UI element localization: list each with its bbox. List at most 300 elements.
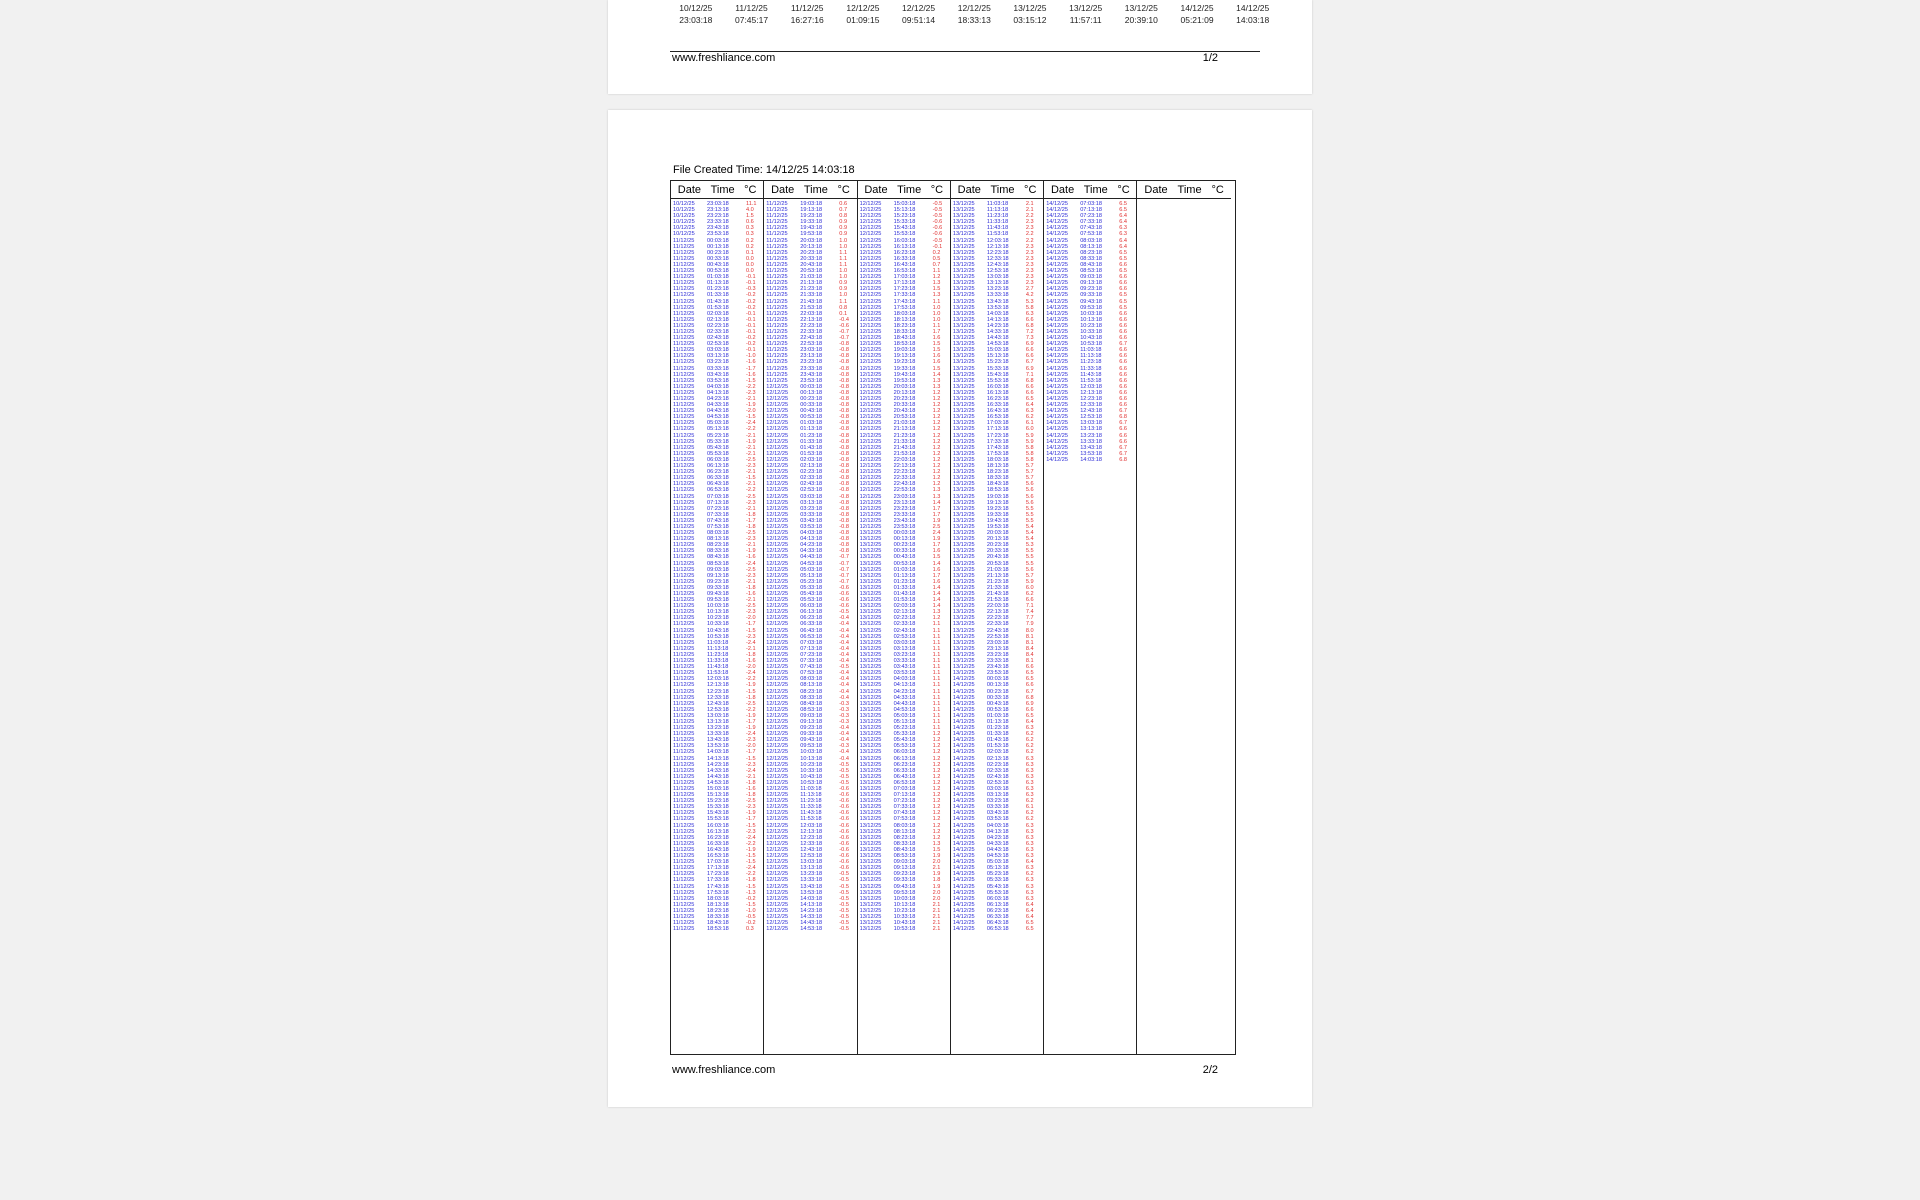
row-temp: -1.7 bbox=[746, 718, 756, 725]
row-temp: -2.3 bbox=[746, 499, 756, 506]
header-date: Date bbox=[864, 183, 888, 196]
row-temp: 1.2 bbox=[932, 420, 941, 427]
row-time: 23:03:18 bbox=[986, 639, 1009, 646]
row-time: 11:03:18 bbox=[800, 786, 822, 792]
row-temp: -0.3 bbox=[839, 743, 849, 750]
row-temp: 1.5 bbox=[932, 846, 941, 853]
row-temp: -0.6 bbox=[839, 322, 849, 329]
row-temp: -1.5 bbox=[746, 822, 756, 829]
row-temp: 1.6 bbox=[932, 335, 941, 342]
row-date: 12/12/25 bbox=[766, 846, 789, 853]
row-time: 06:13:18 bbox=[986, 901, 1009, 908]
row-time: 13:33:18 bbox=[1080, 438, 1102, 445]
row-date: 14/12/25 bbox=[952, 731, 975, 738]
row-time: 13:33:18 bbox=[986, 292, 1009, 299]
row-date: 11/12/25 bbox=[766, 347, 788, 354]
row-temp: 2.3 bbox=[1025, 243, 1034, 250]
row-time: 20:43:18 bbox=[800, 261, 823, 268]
row-temp: 6.4 bbox=[1025, 913, 1034, 920]
row-date: 13/12/25 bbox=[952, 231, 975, 238]
footer-url: www.freshliance.com bbox=[672, 1064, 776, 1076]
row-date: 12/12/25 bbox=[859, 493, 882, 500]
row-temp: -0.2 bbox=[746, 298, 756, 305]
row-temp: 5.3 bbox=[1025, 298, 1034, 305]
row-temp: 6.6 bbox=[1025, 383, 1034, 390]
row-temp: 2.3 bbox=[1025, 255, 1034, 262]
footer-url: www.freshliance.com bbox=[672, 52, 776, 64]
row-date: 13/12/25 bbox=[859, 749, 882, 756]
row-temp: 1.0 bbox=[839, 243, 848, 250]
row-date: 13/12/25 bbox=[859, 639, 882, 646]
row-date: 11/12/25 bbox=[766, 377, 788, 384]
row-date: 14/12/25 bbox=[1046, 450, 1068, 457]
row-temp: 6.2 bbox=[1025, 816, 1034, 823]
row-time: 23:43:18 bbox=[986, 664, 1009, 671]
row-date: 12/12/25 bbox=[859, 475, 882, 482]
row-time: 11:03:18 bbox=[986, 201, 1009, 207]
row-date: 13/12/25 bbox=[952, 542, 975, 549]
row-time: 17:33:18 bbox=[707, 877, 729, 884]
row-date: 14/12/25 bbox=[952, 810, 975, 817]
row-date: 12/12/25 bbox=[766, 822, 789, 829]
row-time: 06:53:18 bbox=[707, 487, 729, 494]
row-temp: -0.4 bbox=[839, 731, 849, 738]
row-temp: -2.3 bbox=[746, 389, 756, 396]
row-temp: 2.3 bbox=[1025, 280, 1034, 287]
row-time: 20:43:18 bbox=[893, 408, 916, 415]
row-time: 13:43:18 bbox=[707, 737, 729, 744]
row-temp: -0.6 bbox=[839, 798, 849, 805]
row-temp: 6.6 bbox=[1025, 353, 1034, 360]
row-time: 13:23:18 bbox=[800, 871, 823, 878]
row-temp: 6.3 bbox=[1025, 834, 1034, 841]
row-date: 13/12/25 bbox=[952, 408, 975, 415]
row-time: 08:43:18 bbox=[800, 700, 823, 707]
row-temp: 1.4 bbox=[932, 560, 941, 567]
row-date: 14/12/25 bbox=[1046, 396, 1068, 402]
row-time: 05:13:18 bbox=[893, 718, 916, 725]
row-date: 12/12/25 bbox=[859, 505, 882, 512]
row-temp: 1.1 bbox=[839, 255, 848, 262]
row-date: 13/12/25 bbox=[859, 883, 882, 890]
row-date: 11/12/25 bbox=[673, 255, 695, 262]
row-date: 11/12/25 bbox=[673, 755, 695, 762]
row-time: 07:33:18 bbox=[707, 511, 729, 518]
row-time: 14:43:18 bbox=[986, 335, 1009, 342]
row-time: 11:43:18 bbox=[800, 810, 822, 817]
row-time: 23:43:18 bbox=[800, 371, 823, 378]
row-date: 11/12/25 bbox=[673, 883, 695, 890]
row-time: 06:53:18 bbox=[893, 779, 916, 786]
row-date: 14/12/25 bbox=[1046, 304, 1068, 311]
row-time: 07:03:18 bbox=[707, 493, 729, 500]
row-date: 13/12/25 bbox=[859, 633, 882, 640]
row-time: 15:13:18 bbox=[893, 207, 916, 214]
row-date: 14/12/25 bbox=[1046, 261, 1068, 268]
row-temp: -2.1 bbox=[746, 444, 756, 451]
table-row bbox=[766, 926, 856, 932]
row-time: 09:43:18 bbox=[707, 591, 729, 597]
row-time: 03:13:18 bbox=[893, 645, 916, 652]
row-temp: 6.4 bbox=[1025, 901, 1034, 908]
row-date: 13/12/25 bbox=[859, 566, 882, 573]
row-temp: -0.8 bbox=[839, 450, 849, 457]
row-time: 14:23:18 bbox=[707, 761, 729, 768]
row-temp: -0.6 bbox=[839, 597, 849, 604]
row-temp: -0.1 bbox=[746, 328, 756, 335]
row-date: 11/12/25 bbox=[766, 341, 788, 348]
row-time: 09:23:18 bbox=[893, 871, 916, 878]
row-time: 12:03:18 bbox=[986, 237, 1009, 244]
page-number: 2/2 bbox=[1202, 1064, 1218, 1076]
row-time: 17:13:18 bbox=[707, 865, 729, 872]
row-date: 11/12/25 bbox=[673, 670, 695, 677]
row-temp: 6.4 bbox=[1119, 213, 1127, 220]
row-temp: 1.2 bbox=[932, 828, 941, 835]
row-date: 12/12/25 bbox=[766, 487, 789, 494]
row-date: 11/12/25 bbox=[673, 639, 695, 646]
row-temp: -0.7 bbox=[839, 554, 849, 561]
summary-time: 20:39:10 bbox=[1124, 15, 1158, 25]
row-time: 00:23:18 bbox=[986, 688, 1009, 695]
row-date: 14/12/25 bbox=[952, 877, 975, 884]
row-date: 12/12/25 bbox=[766, 548, 789, 555]
row-temp: 6.8 bbox=[1025, 377, 1034, 384]
row-temp: -1.8 bbox=[746, 511, 756, 518]
row-date: 14/12/25 bbox=[952, 846, 975, 853]
row-time: 02:33:18 bbox=[893, 621, 916, 628]
row-date: 14/12/25 bbox=[952, 737, 975, 744]
row-temp: 1.1 bbox=[839, 261, 848, 268]
row-temp: -2.4 bbox=[746, 560, 756, 567]
row-temp: -2.3 bbox=[746, 828, 756, 835]
row-temp: -1.9 bbox=[746, 810, 756, 817]
row-time: 04:23:18 bbox=[893, 688, 916, 695]
row-date: 13/12/25 bbox=[859, 548, 882, 555]
row-time: 23:13:18 bbox=[893, 499, 916, 506]
row-temp: 1.1 bbox=[932, 298, 941, 305]
row-date: 12/12/25 bbox=[859, 231, 882, 238]
row-temp: -2.3 bbox=[746, 609, 756, 616]
row-date: 14/12/25 bbox=[1046, 328, 1068, 335]
row-time: 10:13:18 bbox=[800, 755, 823, 762]
row-temp: 2.1 bbox=[932, 913, 941, 920]
row-date: 14/12/25 bbox=[952, 792, 975, 799]
row-temp: 6.8 bbox=[1119, 456, 1127, 463]
row-time: 02:33:18 bbox=[986, 767, 1009, 774]
row-temp: 1.7 bbox=[932, 328, 941, 335]
row-time: 06:53:18 bbox=[986, 926, 1009, 933]
row-date: 13/12/25 bbox=[952, 548, 975, 555]
row-date: 12/12/25 bbox=[766, 786, 789, 792]
row-temp: 1.2 bbox=[932, 274, 941, 281]
row-temp: 6.3 bbox=[1025, 792, 1034, 799]
row-date: 12/12/25 bbox=[766, 651, 789, 658]
row-date: 13/12/25 bbox=[952, 383, 975, 390]
row-time: 17:43:18 bbox=[707, 883, 729, 890]
row-temp: 1.7 bbox=[932, 511, 941, 518]
row-time: 12:33:18 bbox=[707, 694, 729, 701]
row-date: 14/12/25 bbox=[952, 798, 975, 805]
row-temp: -0.8 bbox=[839, 487, 849, 494]
row-temp: 6.6 bbox=[1025, 347, 1034, 354]
row-time: 02:23:18 bbox=[893, 615, 916, 622]
row-time: 11:13:18 bbox=[800, 792, 822, 799]
row-date: 11/12/25 bbox=[673, 304, 695, 311]
column-header bbox=[671, 181, 763, 199]
row-date: 11/12/25 bbox=[673, 566, 695, 573]
row-date: 13/12/25 bbox=[859, 706, 882, 713]
row-temp: -0.3 bbox=[839, 718, 849, 725]
row-time: 16:43:18 bbox=[893, 261, 916, 268]
row-temp: 5.4 bbox=[1025, 536, 1034, 543]
row-date: 14/12/25 bbox=[952, 901, 975, 908]
row-date: 12/12/25 bbox=[859, 316, 882, 323]
row-time: 23:43:18 bbox=[707, 225, 729, 232]
row-time: 20:23:18 bbox=[893, 396, 916, 402]
row-temp: -2.4 bbox=[746, 670, 756, 677]
row-date: 14/12/25 bbox=[1046, 219, 1068, 226]
row-time: 07:13:18 bbox=[800, 645, 823, 652]
row-temp: 8.1 bbox=[1025, 658, 1034, 665]
row-date: 13/12/25 bbox=[952, 597, 975, 604]
row-time: 22:03:18 bbox=[800, 310, 823, 317]
row-temp: -0.7 bbox=[839, 578, 849, 585]
row-temp: 6.3 bbox=[1025, 822, 1034, 829]
row-time: 23:23:18 bbox=[800, 359, 823, 366]
row-date: 11/12/25 bbox=[673, 846, 695, 853]
row-time: 22:03:18 bbox=[893, 456, 916, 463]
row-time: 08:53:18 bbox=[707, 560, 729, 567]
row-date: 13/12/25 bbox=[952, 578, 975, 585]
row-temp: 1.9 bbox=[932, 871, 941, 878]
row-time: 03:43:18 bbox=[707, 371, 729, 378]
row-temp: -1.6 bbox=[746, 359, 756, 366]
row-date: 13/12/25 bbox=[952, 243, 975, 250]
row-temp: 6.3 bbox=[1025, 310, 1034, 317]
row-temp: 1.1 bbox=[932, 658, 941, 665]
row-date: 12/12/25 bbox=[859, 201, 882, 207]
row-time: 22:53:18 bbox=[986, 633, 1009, 640]
row-temp: -0.8 bbox=[839, 542, 849, 549]
row-time: 13:53:18 bbox=[800, 889, 823, 896]
row-date: 14/12/25 bbox=[952, 688, 975, 695]
row-date: 11/12/25 bbox=[673, 633, 695, 640]
row-temp: 6.0 bbox=[1025, 584, 1034, 591]
row-temp: 4.2 bbox=[1025, 292, 1034, 299]
row-temp: -1.5 bbox=[746, 853, 756, 860]
row-temp: -0.8 bbox=[839, 383, 849, 390]
row-date: 13/12/25 bbox=[952, 261, 975, 268]
row-date: 11/12/25 bbox=[766, 280, 788, 287]
row-time: 23:53:18 bbox=[707, 231, 729, 238]
row-temp: 7.4 bbox=[1025, 609, 1034, 616]
row-date: 14/12/25 bbox=[1046, 292, 1068, 299]
row-date: 11/12/25 bbox=[673, 597, 695, 604]
row-time: 03:03:18 bbox=[986, 786, 1009, 792]
row-time: 19:13:18 bbox=[986, 499, 1009, 506]
row-time: 08:43:18 bbox=[707, 554, 729, 561]
row-time: 01:43:18 bbox=[893, 591, 916, 597]
row-temp: -0.8 bbox=[839, 341, 849, 348]
row-temp: 8.0 bbox=[1025, 627, 1034, 634]
row-time: 17:23:18 bbox=[986, 432, 1009, 439]
row-temp: -0.6 bbox=[839, 786, 849, 792]
row-date: 14/12/25 bbox=[952, 694, 975, 701]
row-time: 17:33:18 bbox=[986, 438, 1009, 445]
row-time: 14:23:18 bbox=[800, 907, 823, 914]
row-time: 01:53:18 bbox=[800, 450, 823, 457]
row-time: 03:43:18 bbox=[893, 664, 916, 671]
row-date: 13/12/25 bbox=[952, 639, 975, 646]
row-time: 12:03:18 bbox=[707, 676, 729, 683]
row-date: 11/12/25 bbox=[673, 444, 695, 451]
row-date: 14/12/25 bbox=[1046, 365, 1068, 372]
row-date: 14/12/25 bbox=[1046, 414, 1068, 421]
row-time: 16:53:18 bbox=[707, 853, 729, 860]
report-page-2 bbox=[608, 110, 1312, 1107]
row-date: 12/12/25 bbox=[766, 712, 789, 719]
row-time: 04:33:18 bbox=[707, 402, 729, 409]
row-temp: 5.8 bbox=[1025, 304, 1034, 311]
row-temp: -0.5 bbox=[839, 609, 849, 616]
row-time: 14:03:18 bbox=[1080, 456, 1102, 463]
row-time: 00:23:18 bbox=[893, 542, 916, 549]
row-temp: 1.1 bbox=[932, 694, 941, 701]
row-time: 08:33:18 bbox=[707, 548, 729, 555]
row-temp: -0.7 bbox=[839, 572, 849, 579]
row-time: 09:43:18 bbox=[1080, 298, 1102, 305]
row-date: 11/12/25 bbox=[673, 274, 695, 281]
row-date: 14/12/25 bbox=[952, 853, 975, 860]
row-temp: 6.6 bbox=[1025, 664, 1034, 671]
row-temp: -0.8 bbox=[839, 469, 849, 476]
row-time: 08:03:18 bbox=[1080, 237, 1102, 244]
row-time: 09:43:18 bbox=[893, 883, 916, 890]
row-temp: -2.3 bbox=[746, 536, 756, 543]
row-temp: 2.3 bbox=[1025, 268, 1034, 275]
row-time: 17:03:18 bbox=[893, 274, 916, 281]
row-temp: -0.8 bbox=[839, 456, 849, 463]
row-time: 11:33:18 bbox=[707, 658, 729, 665]
header-temp: °C bbox=[837, 183, 850, 196]
column-header bbox=[951, 181, 1043, 199]
row-temp: 6.4 bbox=[1119, 219, 1127, 226]
row-temp: 7.3 bbox=[1025, 335, 1034, 342]
row-time: 07:43:18 bbox=[800, 664, 823, 671]
row-time: 05:53:18 bbox=[800, 597, 823, 604]
row-temp: -2.1 bbox=[746, 773, 756, 780]
row-time: 05:13:18 bbox=[986, 865, 1009, 872]
row-date: 11/12/25 bbox=[673, 621, 695, 628]
row-date: 11/12/25 bbox=[673, 773, 695, 780]
row-date: 13/12/25 bbox=[859, 603, 882, 610]
row-temp: 1.1 bbox=[932, 712, 941, 719]
row-time: 10:13:18 bbox=[1080, 316, 1102, 323]
row-time: 04:53:18 bbox=[986, 853, 1009, 860]
row-time: 08:23:18 bbox=[800, 688, 823, 695]
row-date: 11/12/25 bbox=[673, 408, 695, 415]
row-time: 10:03:18 bbox=[1080, 310, 1102, 317]
summary-time: 18:33:13 bbox=[957, 15, 991, 25]
row-time: 23:03:18 bbox=[707, 201, 729, 207]
row-temp: 6.9 bbox=[1025, 341, 1034, 348]
row-date: 12/12/25 bbox=[766, 913, 789, 920]
row-date: 12/12/25 bbox=[766, 511, 789, 518]
row-date: 12/12/25 bbox=[766, 676, 789, 683]
row-temp: 6.6 bbox=[1119, 402, 1127, 409]
row-time: 12:13:18 bbox=[986, 243, 1009, 250]
row-date: 12/12/25 bbox=[766, 408, 789, 415]
row-temp: -0.4 bbox=[839, 316, 849, 323]
row-time: 12:13:18 bbox=[1080, 389, 1102, 396]
row-temp: 1.9 bbox=[932, 883, 941, 890]
row-time: 12:53:18 bbox=[1080, 414, 1102, 421]
row-temp: 1.2 bbox=[932, 475, 941, 482]
row-date: 12/12/25 bbox=[859, 341, 882, 348]
row-time: 20:13:18 bbox=[986, 536, 1009, 543]
row-temp: 7.7 bbox=[1025, 615, 1034, 622]
row-date: 12/12/25 bbox=[859, 304, 882, 311]
row-temp: 2.3 bbox=[1025, 225, 1034, 232]
row-date: 13/12/25 bbox=[952, 365, 975, 372]
row-date: 11/12/25 bbox=[673, 438, 695, 445]
row-date: 11/12/25 bbox=[673, 615, 695, 622]
row-date: 14/12/25 bbox=[1046, 249, 1068, 256]
row-temp: 1.4 bbox=[932, 499, 941, 506]
row-temp: -0.8 bbox=[839, 420, 849, 427]
row-time: 02:33:18 bbox=[800, 475, 823, 482]
row-temp: 6.3 bbox=[1025, 828, 1034, 835]
row-date: 12/12/25 bbox=[859, 469, 882, 476]
row-date: 12/12/25 bbox=[859, 371, 882, 378]
row-temp: -0.8 bbox=[839, 408, 849, 415]
row-temp: -0.4 bbox=[839, 694, 849, 701]
row-time: 21:53:18 bbox=[800, 304, 823, 311]
row-date: 14/12/25 bbox=[1046, 280, 1068, 287]
row-date: 12/12/25 bbox=[859, 255, 882, 262]
row-date: 11/12/25 bbox=[673, 292, 695, 299]
row-temp: 1.0 bbox=[839, 268, 848, 275]
row-date: 14/12/25 bbox=[952, 816, 975, 823]
row-date: 11/12/25 bbox=[766, 371, 788, 378]
row-time: 09:53:18 bbox=[893, 889, 916, 896]
row-time: 22:03:18 bbox=[986, 603, 1009, 610]
row-temp: 0.9 bbox=[839, 280, 848, 287]
row-time: 17:23:18 bbox=[707, 871, 729, 878]
row-date: 12/12/25 bbox=[766, 438, 789, 445]
row-date: 11/12/25 bbox=[673, 377, 695, 384]
row-temp: 5.5 bbox=[1025, 517, 1034, 524]
row-temp: -2.0 bbox=[746, 743, 756, 750]
row-time: 16:23:18 bbox=[893, 249, 916, 256]
row-time: 00:53:18 bbox=[986, 706, 1009, 713]
row-time: 09:13:18 bbox=[800, 718, 823, 725]
row-date: 13/12/25 bbox=[952, 493, 975, 500]
row-time: 00:33:18 bbox=[893, 548, 916, 555]
row-temp: -0.2 bbox=[746, 895, 756, 902]
row-temp: -0.5 bbox=[839, 883, 849, 890]
row-temp: 6.3 bbox=[1025, 755, 1034, 762]
row-time: 11:33:18 bbox=[800, 804, 822, 811]
row-date: 12/12/25 bbox=[859, 438, 882, 445]
row-time: 03:23:18 bbox=[893, 651, 916, 658]
row-temp: 1.3 bbox=[932, 377, 941, 384]
row-temp: -0.2 bbox=[746, 304, 756, 311]
row-temp: -0.8 bbox=[839, 426, 849, 433]
row-time: 15:13:18 bbox=[986, 353, 1009, 360]
row-time: 18:43:18 bbox=[986, 481, 1009, 488]
